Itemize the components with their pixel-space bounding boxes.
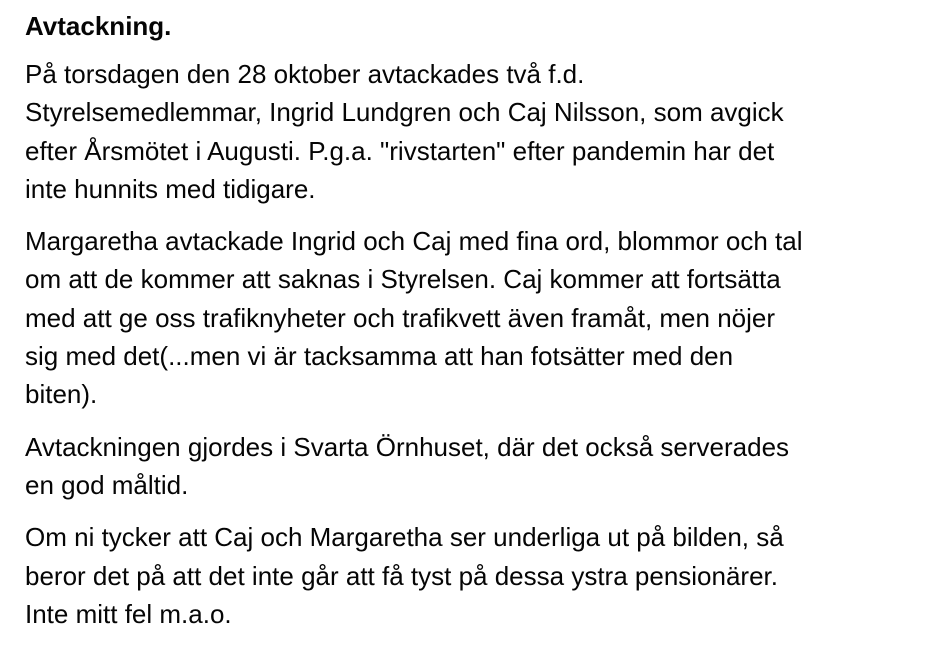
text-line: Margaretha avtackade Ingrid och Caj med fina ord, blommor och tal [25, 226, 803, 257]
text-line: Inte mitt fel m.a.o. [25, 598, 232, 629]
paragraph-2 [25, 222, 950, 413]
text-line: sig med det(...men vi är tacksamma att han fotsätter med den [25, 341, 734, 372]
text-line: Styrelsemedlemmar, Ingrid Lundgren och Caj Nilsson, som avgick [25, 97, 784, 128]
text-line: med att ge oss trafiknyheter och trafikvett även framåt, men nöjer [25, 302, 776, 333]
text-line: Om ni tycker att Caj och Margaretha ser underliga ut på bilden, så [25, 522, 784, 553]
paragraph-4 [25, 518, 950, 633]
text-line: en god måltid. [25, 469, 189, 500]
post-body [25, 7, 950, 647]
text-line: beror det på att det inte går att få tyst på dessa ystra pensionärer. [25, 560, 778, 591]
paragraph-1 [25, 55, 950, 208]
text-line: efter Årsmötet i Augusti. P.g.a. "rivstarten" efter pandemin har det [25, 135, 775, 166]
text-line: om att de kommer att saknas i Styrelsen. Caj kommer att fortsätta [25, 264, 781, 295]
text-line: inte hunnits med tidigare. [25, 173, 316, 204]
text-line: På torsdagen den 28 oktober avtackades två f.d. [25, 59, 585, 89]
text-line: biten). [25, 379, 98, 410]
post-heading: Avtackning. [25, 11, 172, 41]
text-line: Avtackningen gjordes i Svarta Örnhuset, där det också serverades [25, 431, 790, 462]
paragraph-3 [25, 428, 950, 505]
